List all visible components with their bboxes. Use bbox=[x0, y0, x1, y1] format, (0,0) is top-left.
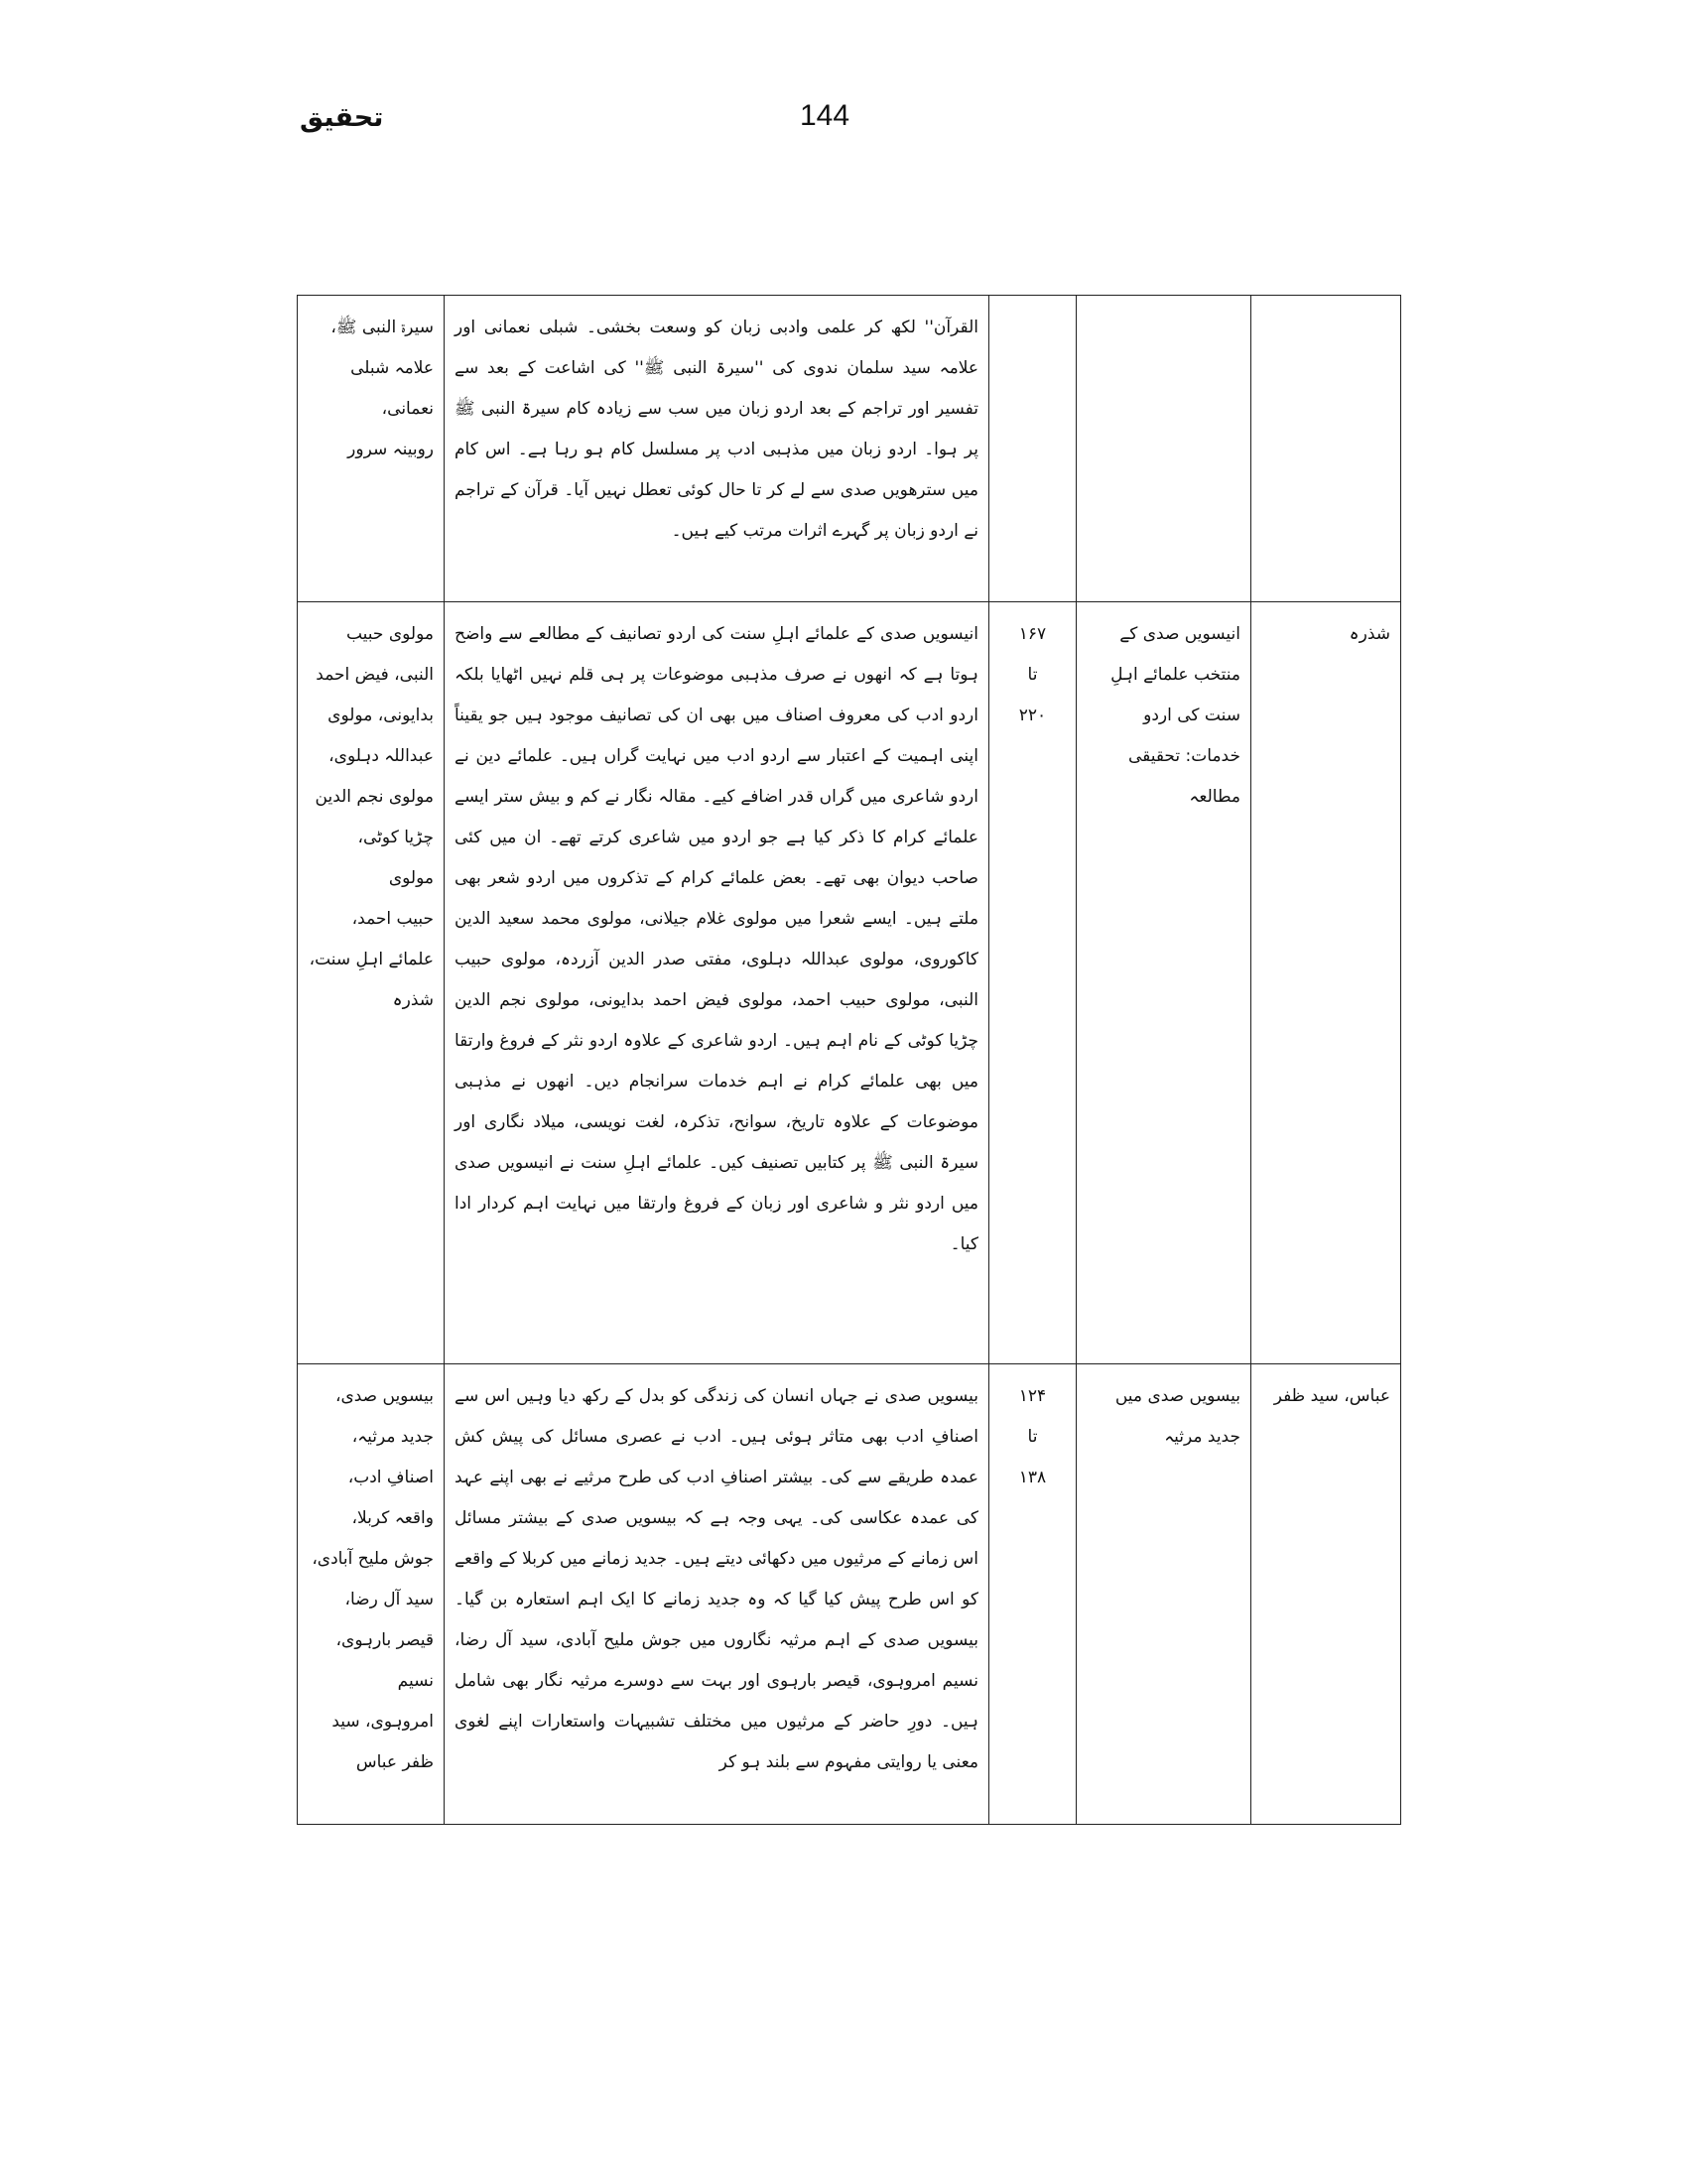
keywords-cell bbox=[298, 296, 445, 602]
summary-cell: انیسویں صدی کے علمائے اہلِ سنت کی اردو تصانیف کے مطالعے سے واضح ہوتا ہے کہ انھوں نے صرف مذہبی موضوعات پر ہی قلم نہیں اٹھایا بلکہ اردو ادب کی معروف اصناف میں بھی ان کی تصانیف موجود ہیں جو یقیناً اپنی اہمیت کے اعتبار سے اردو ادب میں نہایت گراں ہیں۔ علمائے دین نے اردو شاعری میں گراں قدر اضافے کیے۔ مقالہ نگار نے کم و بیش ستر ایسے علمائے کرام کا ذکر کیا ہے جو اردو میں شاعری کرتے تھے۔ ان میں کئی صاحب دیوان بھی تھے۔ بعض علمائے کرام کے تذکروں میں اردو شعر بھی ملتے ہیں۔ ایسے شعرا میں مولوی غلام جیلانی، مولوی محمد سعید الدین کاکوروی، مولوی عبداللہ دہلوی، مفتی صدر الدین آزردہ، مولوی حبیب النبی، مولوی حبیب احمد، مولوی فیض احمد بدایونی، مولوی نجم الدین چڑیا کوٹی کے نام اہم ہیں۔ اردو شاعری کے علاوہ اردو نثر کے فروغ وارتقا میں بھی علمائے کرام نے اہم خدمات سرانجام دیں۔ انھوں نے مذہبی موضوعات کے علاوہ تاریخ، سوانح، تذکرہ، لغت نویسی، میلاد نگاری اور سیرۃ النبی ﷺ پر کتابیں تصنیف کیں۔ علمائے اہلِ سنت نے انیسویں صدی میں اردو نثر و شاعری اور زبان کے فروغ وارتقا میں نہایت اہم کردار ادا کیا۔ bbox=[445, 602, 989, 1364]
keyword: قیصر بارہوی، نسیم bbox=[335, 1630, 434, 1691]
keywords-cell bbox=[298, 602, 445, 1364]
keyword: جدید مرثیہ، bbox=[351, 1427, 434, 1447]
keyword: سید آل رضا، bbox=[344, 1590, 434, 1609]
keyword: واقعہ کربلا، bbox=[351, 1508, 434, 1528]
keyword: مولوی نجم الدین bbox=[315, 787, 434, 807]
page-to: تا bbox=[1027, 665, 1038, 685]
keyword: علمائے اہلِ سنت، bbox=[309, 950, 434, 969]
keyword: شذرہ bbox=[392, 990, 434, 1010]
page-number: 144 bbox=[800, 99, 850, 132]
keyword: النبی، فیض احمد bbox=[316, 665, 434, 685]
title-cell: انیسویں صدی کے منتخب علمائے اہلِ سنت کی اردو خدمات: تحقیقی مطالعہ bbox=[1077, 602, 1251, 1364]
keyword: بدایونی، مولوی bbox=[327, 706, 434, 725]
keyword: مولوی حبیب bbox=[345, 624, 434, 644]
summary-cell: القرآن'' لکھ کر علمی وادبی زبان کو وسعت بخشی۔ شبلی نعمانی اور علامہ سید سلمان ندوی کی ''سیرۃ النبی ﷺ'' کی اشاعت کے بعد سے تفسیر اور تراجم کے بعد اردو زبان میں سب سے زیادہ کام سیرۃ النبی ﷺ پر ہوا۔ اردو زبان میں مذہبی ادب پر مسلسل کام ہو رہا ہے۔ اس کام میں سترھویں صدی سے لے کر تا حال کوئی تعطل نہیں آیا۔ قرآن کے تراجم نے اردو زبان پر گہرے اثرات مرتب کیے ہیں۔ bbox=[445, 296, 989, 602]
table-row bbox=[298, 602, 1401, 1364]
author-cell bbox=[1251, 296, 1401, 602]
keyword: جوش ملیح آبادی، bbox=[312, 1549, 434, 1569]
keyword: ظفر عباس bbox=[355, 1752, 434, 1772]
page-start: ۱۲۴ bbox=[1018, 1386, 1047, 1406]
page-end: ۱۳۸ bbox=[1018, 1468, 1047, 1487]
keyword: امروہوی، سید bbox=[331, 1712, 434, 1732]
title-cell: بیسویں صدی میں جدید مرثیہ bbox=[1077, 1364, 1251, 1825]
table-row bbox=[298, 1364, 1401, 1825]
title-cell bbox=[1077, 296, 1251, 602]
page-to: تا bbox=[1027, 1427, 1038, 1447]
keyword: چڑیا کوٹی، مولوی bbox=[357, 828, 434, 888]
author-cell: عباس، سید ظفر bbox=[1251, 1364, 1401, 1825]
pages-cell bbox=[989, 602, 1077, 1364]
pages-cell bbox=[989, 296, 1077, 602]
summary-cell: بیسویں صدی نے جہاں انسان کی زندگی کو بدل کے رکھ دیا وہیں اس سے اصنافِ ادب بھی متاثر ہوئی ہیں۔ ادب نے عصری مسائل کی پیش کش عمدہ طریقے سے کی۔ بیشتر اصنافِ ادب کی طرح مرثیے نے بھی اپنے عہد کی عمدہ عکاسی کی۔ یہی وجہ ہے کہ بیسویں صدی کے بیشتر مسائل اس زمانے کے مرثیوں میں دکھائی دیتے ہیں۔ جدید زمانے میں کربلا کے واقعے کو اس طرح پیش کیا گیا کہ وہ جدید زمانے کا ایک اہم استعارہ بن گیا۔ بیسویں صدی کے اہم مرثیہ نگاروں میں جوش ملیح آبادی، سید آل رضا، نسیم امروہوی، قیصر بارہوی اور بہت سے دوسرے مرثیہ نگار بھی شامل ہیں۔ دورِ حاضر کے مرثیوں میں مختلف تشبیہات واستعارات اپنے لغوی معنی یا روایتی مفہوم سے بلند ہو کر bbox=[445, 1364, 989, 1825]
pages-cell bbox=[989, 1364, 1077, 1825]
page-start: ۱۶۷ bbox=[1018, 624, 1047, 644]
table-row bbox=[298, 296, 1401, 602]
keywords-cell bbox=[298, 1364, 445, 1825]
keyword: سیرۃ النبی ﷺ، bbox=[330, 318, 434, 337]
keyword: اصنافِ ادب، bbox=[347, 1468, 434, 1487]
keyword: بیسویں صدی، bbox=[334, 1386, 434, 1406]
page-end: ۲۲۰ bbox=[1018, 706, 1047, 725]
keyword: عبداللہ دہلوی، bbox=[328, 746, 434, 766]
keyword: علامہ شبلی نعمانی، bbox=[350, 358, 434, 419]
keyword: حبیب احمد، bbox=[351, 909, 434, 929]
keyword: روبینہ سرور bbox=[347, 440, 434, 459]
index-table bbox=[297, 295, 1401, 1825]
journal-title: تحقیق bbox=[300, 102, 384, 133]
author-cell: شذرہ bbox=[1251, 602, 1401, 1364]
